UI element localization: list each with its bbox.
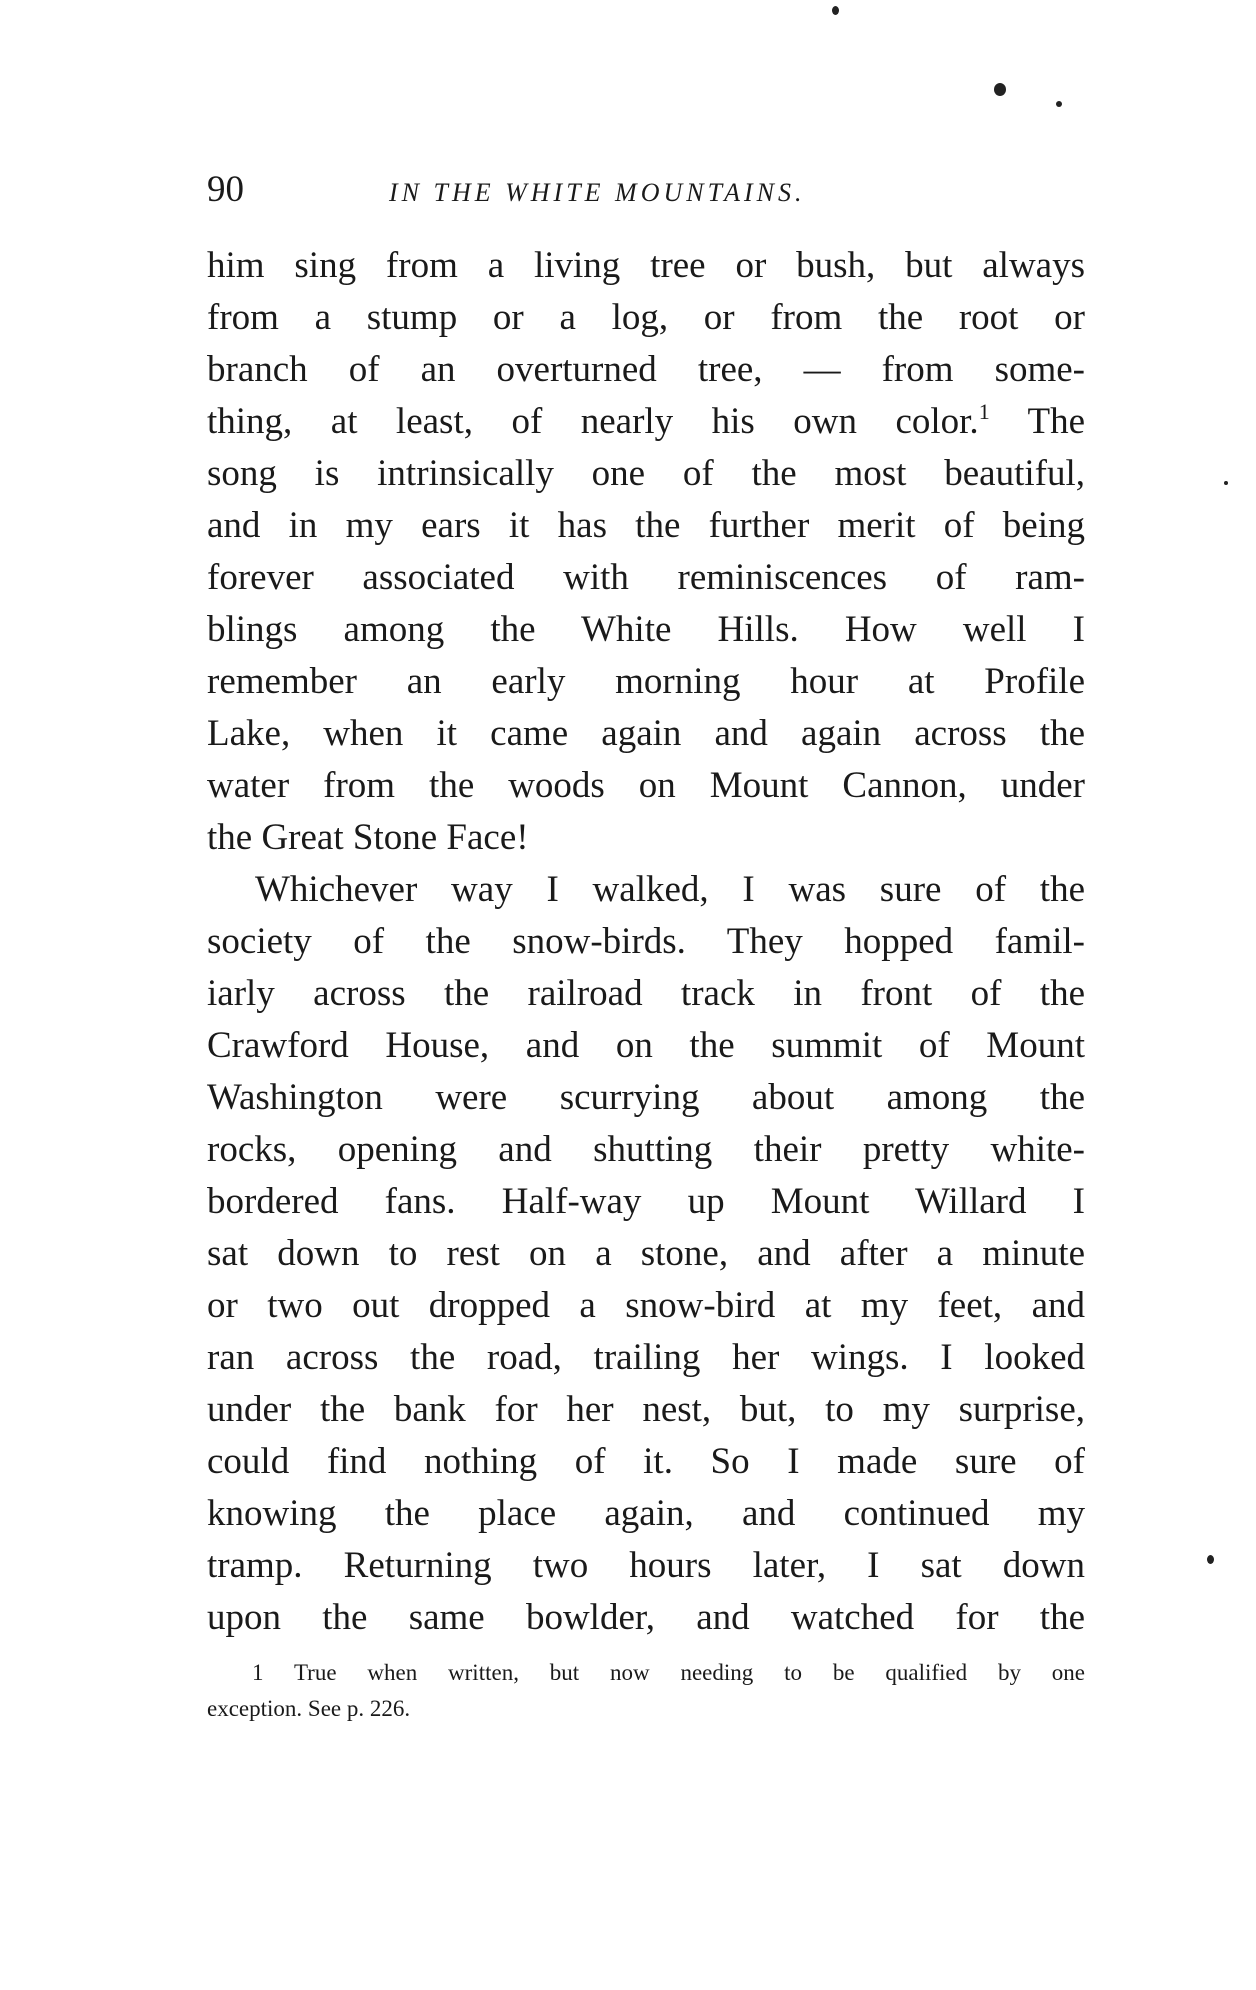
text-line: knowing the place again, and continued my bbox=[207, 1493, 1085, 1534]
footnote-text: True when written, but now needing to be qualified by one bbox=[293, 1660, 1086, 1685]
text-line: rocks, opening and shutting their pretty white- bbox=[207, 1129, 1085, 1170]
footnote-marker: 1 bbox=[252, 1660, 264, 1685]
scan-speck bbox=[994, 83, 1006, 96]
running-head: IN THE WHITE MOUNTAINS. bbox=[389, 178, 806, 207]
footnote bbox=[207, 1655, 1085, 1727]
scan-speck bbox=[1056, 101, 1062, 107]
text-line: ran across the road, trailing her wings. I looked bbox=[207, 1337, 1085, 1378]
text-line: tramp. Returning two hours later, I sat down bbox=[207, 1545, 1085, 1586]
footnote-line: exception. See p. 226. bbox=[207, 1696, 411, 1721]
footnote-line bbox=[207, 1655, 1085, 1691]
text-line: Whichever way I walked, I was sure of the bbox=[255, 869, 1085, 910]
text-line: remember an early morning hour at Profile bbox=[207, 661, 1085, 702]
text-line: branch of an overturned tree, — from some- bbox=[207, 349, 1085, 390]
text-line: bordered fans. Half-way up Mount Willard I bbox=[207, 1181, 1085, 1222]
paragraph-2 bbox=[207, 864, 1085, 1644]
text-line: or two out dropped a snow-bird at my feet, and bbox=[207, 1285, 1085, 1326]
text-line: blings among the White Hills. How well I bbox=[207, 609, 1085, 650]
paragraph-1 bbox=[207, 240, 1085, 864]
body-text bbox=[207, 240, 1085, 1644]
text-line: the Great Stone Face! bbox=[207, 817, 529, 858]
text-line: iarly across the railroad track in front of the bbox=[207, 973, 1085, 1014]
text-line: society of the snow-birds. They hopped famil- bbox=[207, 921, 1085, 962]
text-line: from a stump or a log, or from the root or bbox=[207, 297, 1085, 338]
text-line: forever associated with reminiscences of ram- bbox=[207, 557, 1085, 598]
scan-speck bbox=[832, 6, 839, 15]
footnote-reference[interactable]: 1 bbox=[978, 399, 990, 424]
text-line-part: thing, at least, of nearly his own color. bbox=[207, 401, 979, 442]
text-line: water from the woods on Mount Cannon, under bbox=[207, 765, 1085, 806]
text-line: sat down to rest on a stone, and after a minute bbox=[207, 1233, 1085, 1274]
text-line-part: The bbox=[989, 401, 1086, 442]
text-line: under the bank for her nest, but, to my surprise, bbox=[207, 1389, 1085, 1430]
text-line: Crawford House, and on the summit of Mount bbox=[207, 1025, 1085, 1066]
text-line: Washington were scurrying about among the bbox=[207, 1077, 1085, 1118]
page-number: 90 bbox=[207, 169, 244, 210]
text-line: could find nothing of it. So I made sure of bbox=[207, 1441, 1085, 1482]
text-line: upon the same bowlder, and watched for the bbox=[207, 1597, 1085, 1638]
text-line: Lake, when it came again and again across the bbox=[207, 713, 1085, 754]
text-line: him sing from a living tree or bush, but always bbox=[207, 245, 1085, 286]
scan-speck bbox=[1207, 1555, 1214, 1564]
text-line: song is intrinsically one of the most beautiful, bbox=[207, 453, 1085, 494]
text-line: and in my ears it has the further merit of being bbox=[207, 505, 1085, 546]
scan-speck bbox=[1224, 481, 1228, 485]
text-line-with-footnote bbox=[207, 396, 1085, 448]
page-header bbox=[207, 165, 1077, 215]
